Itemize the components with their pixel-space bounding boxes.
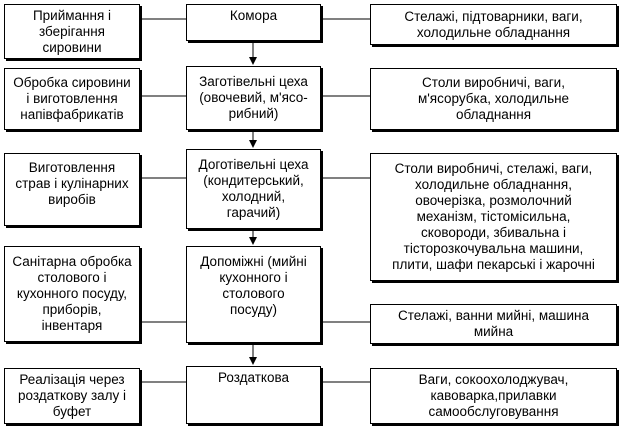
center-box-5: Роздаткова xyxy=(186,366,321,424)
right-box-5: Ваги, сокоохолоджувач, кавоварка,прилавки самообслуговування xyxy=(370,368,617,424)
left-box-3: Виготовлення страв і кулінарних виробів xyxy=(4,153,140,226)
left-box-2: Обробка сировини і виготовлення напівфабрикатів xyxy=(4,68,140,130)
right-box-1: Стелажі, підтоварники, ваги, холодильне обладнання xyxy=(370,4,617,45)
center-box-1: Комора xyxy=(186,4,321,41)
center-box-4: Допоміжні (мийні кухонного і столового посуду) xyxy=(186,246,321,343)
right-box-2: Столи виробничі, ваги, м'ясорубка, холодильне обладнання xyxy=(370,68,617,130)
center-box-2: Заготівельні цеха (овочевий, м'ясо- рибний) xyxy=(186,66,321,130)
left-box-4: Санітарна обробка столового і кухонного посуду, приборів, інвентаря xyxy=(4,246,140,342)
right-box-4: Стелажі, ванни мийні, машина мийна xyxy=(370,304,617,344)
left-box-5: Реалізація через роздаткову залу і буфет xyxy=(4,368,140,424)
left-box-1: Приймання і зберігання сировини xyxy=(4,4,140,59)
center-box-3: Доготівельні цеха (кондитерський, холодний, гарачий) xyxy=(186,149,321,229)
right-box-3: Столи виробничі, стелажі, ваги, холодильне обладнання, овочерізка, розмолочний механізм, тістомісильна, сковороди, збивальна і тісторозкочувальна машини, плити, шафи пекарські і жарочні xyxy=(370,153,617,281)
